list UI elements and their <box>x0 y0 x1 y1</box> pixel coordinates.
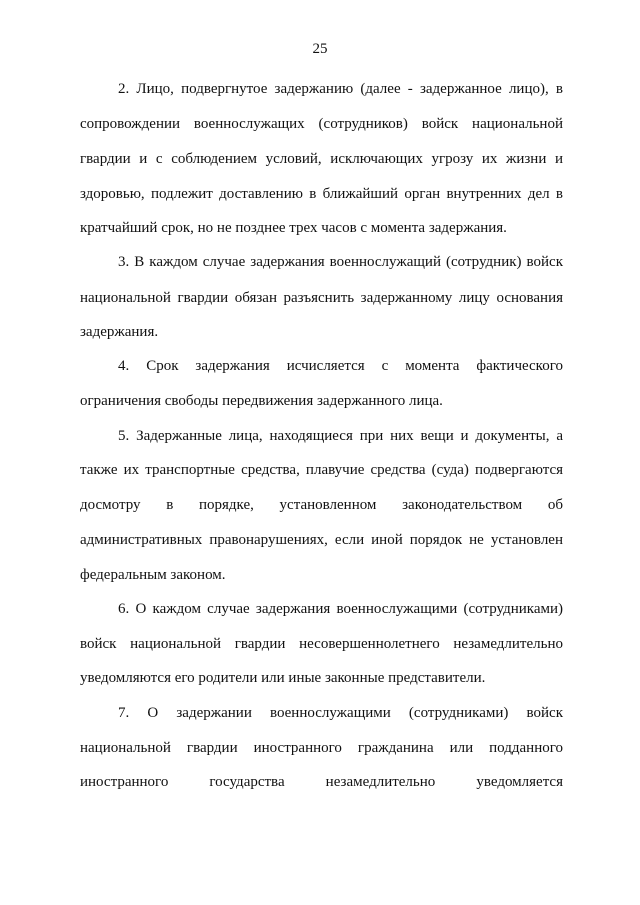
paragraph-7-line-1: 7. О задержании военнослужащими (сотрудниками) войск <box>118 705 563 721</box>
paragraph-3-line-2: национальной гвардии обязан разъяснить задержанному лицу основания <box>80 290 563 306</box>
paragraph-6-line-2: войск национальной гвардии несовершеннолетнего незамедлительно <box>80 636 563 652</box>
paragraph-3-line-1: 3. В каждом случае задержания военнослужащий (сотрудник) войск <box>118 254 563 270</box>
paragraph-5-line-4: административных правонарушениях, если иной порядок не установлен <box>80 532 563 548</box>
paragraph-5-line-2: также их транспортные средства, плавучие средства (суда) подвергаются <box>80 462 563 478</box>
paragraph-7-line-2: национальной гвардии иностранного гражданина или подданного <box>80 740 563 756</box>
paragraph-2-line-3: гвардии и с соблюдением условий, исключающих угрозу их жизни и <box>80 151 563 167</box>
paragraph-3-line-3: задержания. <box>80 324 159 340</box>
paragraph-4-line-1: 4. Срок задержания исчисляется с момента фактического <box>118 358 563 374</box>
paragraph-5-line-3: досмотру в порядке, установленном законодательством об <box>80 497 563 513</box>
paragraph-2-line-1: 2. Лицо, подвергнутое задержанию (далее - задержанное лицо), в <box>118 81 563 97</box>
paragraph-6-line-3: уведомляются его родители или иные законные представители. <box>80 670 486 686</box>
paragraph-7-line-3: иностранного государства незамедлительно уведомляется <box>80 774 563 790</box>
paragraph-5-line-5: федеральным законом. <box>80 567 226 583</box>
paragraph-4-line-2: ограничения свободы передвижения задержанного лица. <box>80 393 443 409</box>
paragraph-2-line-5: кратчайший срок, но не позднее трех часов с момента задержания. <box>80 220 507 236</box>
paragraph-5-line-1: 5. Задержанные лица, находящиеся при них вещи и документы, а <box>118 428 563 444</box>
paragraph-2-line-4: здоровью, подлежит доставлению в ближайший орган внутренних дел в <box>80 186 563 202</box>
page-number: 25 <box>312 41 328 57</box>
paragraph-6-line-1: 6. О каждом случае задержания военнослужащими (сотрудниками) <box>118 601 563 617</box>
paragraph-2-line-2: сопровождении военнослужащих (сотрудников) войск национальной <box>80 116 563 132</box>
